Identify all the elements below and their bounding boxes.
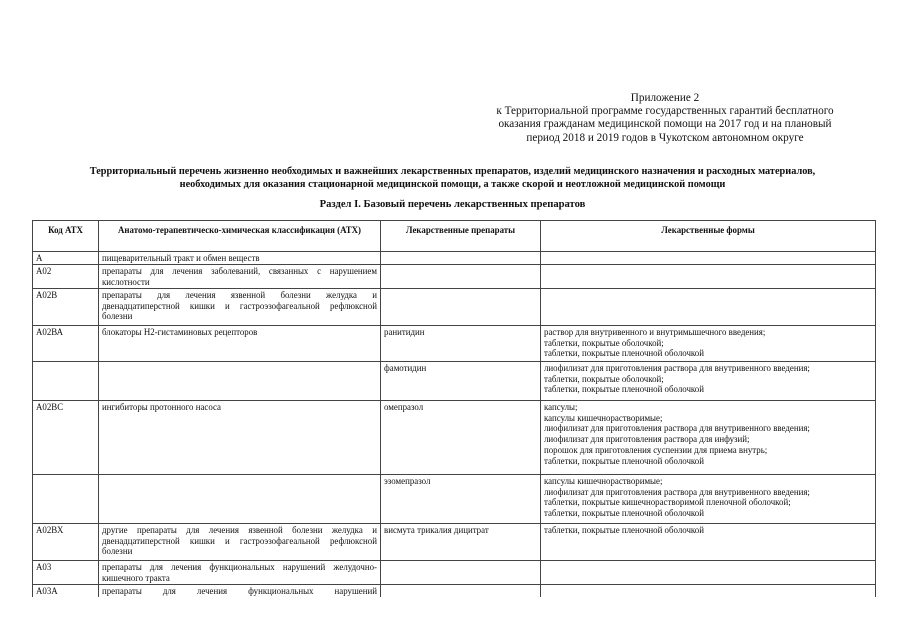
cell-drug — [381, 252, 541, 265]
appendix-line: к Территориальной программе государственных гарантий бесплатного — [496, 105, 834, 118]
cell-classification: блокаторы Н2-гистаминовых рецепторов — [99, 325, 381, 361]
cell-code — [33, 474, 99, 523]
header-drugs: Лекарственные препараты — [381, 221, 541, 252]
cell-code: А03А — [33, 584, 99, 596]
cell-code: А02 — [33, 264, 99, 288]
cell-drug — [381, 288, 541, 325]
header-forms: Лекарственные формы — [541, 221, 876, 252]
form-line: таблетки, покрытые пленочной оболочкой — [544, 384, 704, 395]
cell-classification: препараты для лечения язвенной болезни желудка и двенадцатиперстной кишки и гастроэзофагеальной рефлюксной болезни — [99, 288, 381, 325]
cell-classification: препараты для лечения заболеваний, связанных с нарушением кислотности — [99, 264, 381, 288]
form-line: лиофилизат для приготовления раствора для внутривенного введения; — [544, 423, 810, 434]
cell-classification: препараты для лечения функциональных нарушений желудочно-кишечного тракта — [99, 560, 381, 584]
form-line: таблетки, покрытые пленочной оболочкой — [544, 348, 704, 359]
header-classification: Анатомо-терапевтическо-химическая классификация (АТХ) — [99, 221, 381, 252]
appendix-line: Приложение 2 — [630, 92, 700, 104]
cell-forms — [541, 252, 876, 265]
cell-drug: фамотидин — [381, 361, 541, 400]
cell-forms — [541, 361, 876, 400]
table-row — [33, 560, 876, 584]
table-row — [33, 252, 876, 265]
cell-forms — [541, 474, 876, 523]
table-row — [33, 361, 876, 400]
cell-drug: омепразол — [381, 400, 541, 474]
section-title: Раздел I. Базовый перечень лекарственных препаратов — [319, 199, 586, 210]
cell-code: А02ВХ — [33, 523, 99, 560]
form-line: капсулы; — [544, 401, 578, 412]
form-line: таблетки, покрытые оболочкой; — [544, 373, 664, 384]
form-line: порошок для приготовления суспензии для приема внутрь; — [544, 444, 768, 455]
title-line-2: необходимых для оказания стационарной медицинской помощи, а также скорой и неотложной медицинской помощи — [179, 178, 726, 190]
cell-forms — [541, 584, 876, 596]
cell-forms — [541, 288, 876, 325]
appendix-line: оказания гражданам медицинской помощи на 2017 год и на плановый — [498, 118, 832, 131]
table-row — [33, 400, 876, 474]
appendix-line: период 2018 и 2019 годов в Чукотском автономном округе — [526, 131, 804, 144]
cell-code: А02В — [33, 288, 99, 325]
cell-classification — [99, 361, 381, 400]
form-line: капсулы кишечнорастворимые; — [544, 412, 663, 423]
cell-code: А02ВС — [33, 400, 99, 474]
appendix-header — [440, 92, 890, 145]
form-line: таблетки, покрытые пленочной оболочкой — [544, 455, 704, 466]
drug-list-table — [32, 220, 876, 597]
form-line: таблетки, покрытые пленочной оболочкой — [544, 524, 704, 535]
form-line: таблетки, покрытые оболочкой; — [544, 337, 664, 348]
cell-drug: висмута трикалия дицитрат — [381, 523, 541, 560]
form-line: лиофилизат для приготовления раствора для инфузий; — [544, 434, 750, 445]
cell-code — [33, 361, 99, 400]
cell-classification: препараты для лечения функциональных нарушений — [99, 584, 381, 596]
table-row — [33, 474, 876, 523]
table-row — [33, 523, 876, 560]
cell-forms — [541, 400, 876, 474]
table-row — [33, 288, 876, 325]
cell-classification — [99, 474, 381, 523]
cell-forms — [541, 325, 876, 361]
table-row — [33, 325, 876, 361]
form-line: лиофилизат для приготовления раствора для внутривенного введения; — [544, 486, 810, 497]
header-code: Код АТХ — [33, 221, 99, 252]
cell-forms — [541, 560, 876, 584]
form-line: таблетки, покрытые кишечнорастворимой пленочной оболочкой; — [544, 497, 791, 508]
cell-drug: ранитидин — [381, 325, 541, 361]
cell-forms — [541, 264, 876, 288]
cell-classification: другие препараты для лечения язвенной болезни желудка и двенадцатиперстной кишки и гастроэзофагеальной рефлюксной болезни — [99, 523, 381, 560]
document-title — [20, 166, 885, 191]
form-line: раствор для внутривенного и внутримышечного введения; — [544, 326, 766, 337]
cell-classification: ингибиторы протонного насоса — [99, 400, 381, 474]
cell-drug — [381, 584, 541, 596]
form-line: лиофилизат для приготовления раствора для внутривенного введения; — [544, 362, 810, 373]
title-line-1: Территориальный перечень жизненно необходимых и важнейших лекарственных препаратов, изделий медицинского назначения и расходных материалов, — [89, 166, 816, 177]
table-row — [33, 264, 876, 288]
cell-drug — [381, 560, 541, 584]
table-header-row — [33, 221, 876, 252]
table-row — [33, 584, 876, 596]
cell-forms — [541, 523, 876, 560]
cell-code: А02ВА — [33, 325, 99, 361]
cell-code: А03 — [33, 560, 99, 584]
form-line: капсулы кишечнорастворимые; — [544, 475, 663, 486]
cell-drug — [381, 264, 541, 288]
cell-drug: эзомепразол — [381, 474, 541, 523]
cell-classification: пищеварительный тракт и обмен веществ — [99, 252, 381, 265]
form-line: таблетки, покрытые пленочной оболочкой — [544, 508, 704, 519]
cell-code: А — [33, 252, 99, 265]
